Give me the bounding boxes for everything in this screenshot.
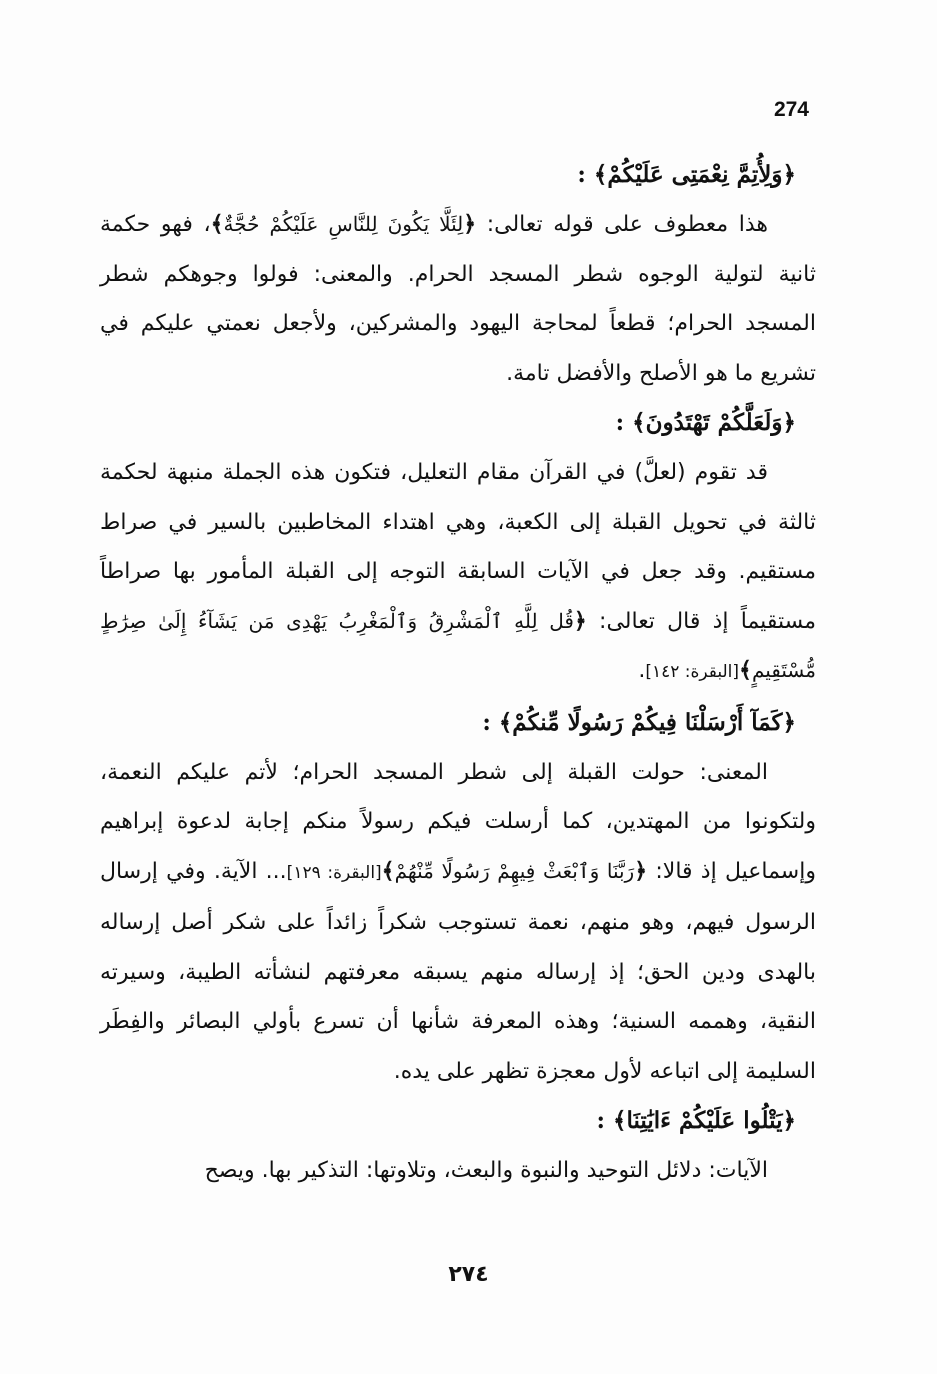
open-brace: ﴿ [782, 162, 796, 188]
section-paragraph [100, 448, 816, 698]
open-brace: ﴿ [634, 858, 648, 884]
verse-reference: [البقرة: ١٤٢] [645, 662, 740, 682]
open-brace: ﴿ [782, 709, 796, 736]
close-brace: ﴾ [632, 410, 646, 436]
paragraph-text: قد تقوم (لعلَّ) في القرآن مقام التعليل، فتكون هذه الجملة منبهة لحكمة ثالثة في تحويل القبلة إلى الكعبة، وهي اهتداء المخاطبين بالسير في صراط مستقيم. وقد جعل في الآيات السابقة التوجه إلى القبلة المأمور بها صراطاً مستقيماً إذ قال تعالى: [100, 460, 816, 634]
heading-verse: وَلَعَلَّكُمْ تَهْتَدُونَ [645, 409, 783, 436]
close-brace: ﴾ [210, 212, 224, 237]
open-brace: ﴿ [463, 212, 477, 237]
heading-verse: وَلِأُتِمَّ نِعْمَتِى عَلَيْكُمْ [607, 161, 783, 188]
paragraph-text: المعنى: حولت القبلة إلى شطر المسجد الحرام؛ لأتم عليكم النعمة، ولتكونوا من المهتدين، كما أرسلت فيكم رسولاً منكم إجابة لدعوة إبراهيم وإسماعيل إذ قالا: [100, 759, 816, 884]
section-heading [100, 150, 816, 200]
heading-colon: : [482, 708, 499, 736]
open-brace: ﴿ [782, 410, 796, 436]
section-heading [100, 698, 816, 748]
section-heading [100, 398, 816, 448]
paragraph-text: ، فهو حكمة ثانية لتولية الوجوه شطر المسجد الحرام. والمعنى: فولوا وجوهكم شطر المسجد الحرام؛ قطعاً لمحاجة اليهود والمشركين، ولأجعل نعمتي عليكم في تشريع ما هو الأصلح والأفضل تامة. [100, 212, 816, 386]
close-brace: ﴾ [613, 1108, 627, 1134]
section-paragraph [100, 748, 816, 1097]
section-paragraph [100, 1146, 816, 1196]
close-brace: ﴾ [498, 709, 513, 736]
paragraph-text: الآيات: دلائل التوحيد والنبوة والبعث، وتلاوتها: التذكير بها. ويصح [204, 1158, 768, 1183]
heading-verse: كَمَآ أَرْسَلْنَا فِيكُمْ رَسُولًا مِّنكُمْ [512, 708, 783, 736]
page-number-bottom: ٢٧٤ [448, 1262, 489, 1287]
close-brace: ﴾ [739, 658, 752, 683]
quoted-verse: قُل لِلَّهِ ٱلْمَشْرِقُ وَٱلْمَغْرِبُ يَهْدِى مَن يَشَآءُ إِلَىٰ صِرَٰطٍ مُّسْتَقِيمٍ [100, 608, 816, 682]
open-brace: ﴿ [573, 608, 587, 634]
section-heading [100, 1096, 816, 1146]
paragraph-text: ... الآية. وفي إرسال الرسول فيهم، وهو منهم، نعمة تستوجب شكراً زائداً على شكر أصل إرساله بالهدى ودين الحق؛ إذ إرساله منهم يسبقه معرفتهم لنشأته الطيبة، وسيرته النقية، وهممه السنية؛ وهذه المعرفة شأنها أن تسرع بأولي البصائر والفِطَر السليمة إلى اتباعه لأول معجزة تظهر على يده. [100, 858, 816, 1084]
heading-colon: : [596, 1107, 613, 1134]
page-number-top: 274 [773, 98, 809, 121]
quoted-verse: لِئَلَّا يَكُونَ لِلنَّاسِ عَلَيْكُمْ حُجَّةٌ [223, 212, 464, 236]
verse-reference: [البقرة: ١٢٩] [286, 862, 382, 883]
quoted-verse: رَبَّنَا وَٱبْعَثْ فِيهِمْ رَسُولًا مِّنْهُمْ [394, 858, 635, 883]
close-brace: ﴾ [381, 858, 395, 884]
paragraph-text: . [638, 658, 646, 683]
page-body [100, 150, 816, 1196]
section-paragraph [100, 200, 816, 398]
heading-colon: : [615, 409, 633, 436]
heading-colon: : [577, 161, 594, 188]
heading-verse: يَتْلُوا عَلَيْكُمْ ءَايَٰتِنَا [626, 1107, 783, 1134]
open-brace: ﴿ [782, 1108, 796, 1134]
close-brace: ﴾ [593, 162, 608, 188]
paragraph-text: هذا معطوف على قوله تعالى: [476, 212, 769, 237]
